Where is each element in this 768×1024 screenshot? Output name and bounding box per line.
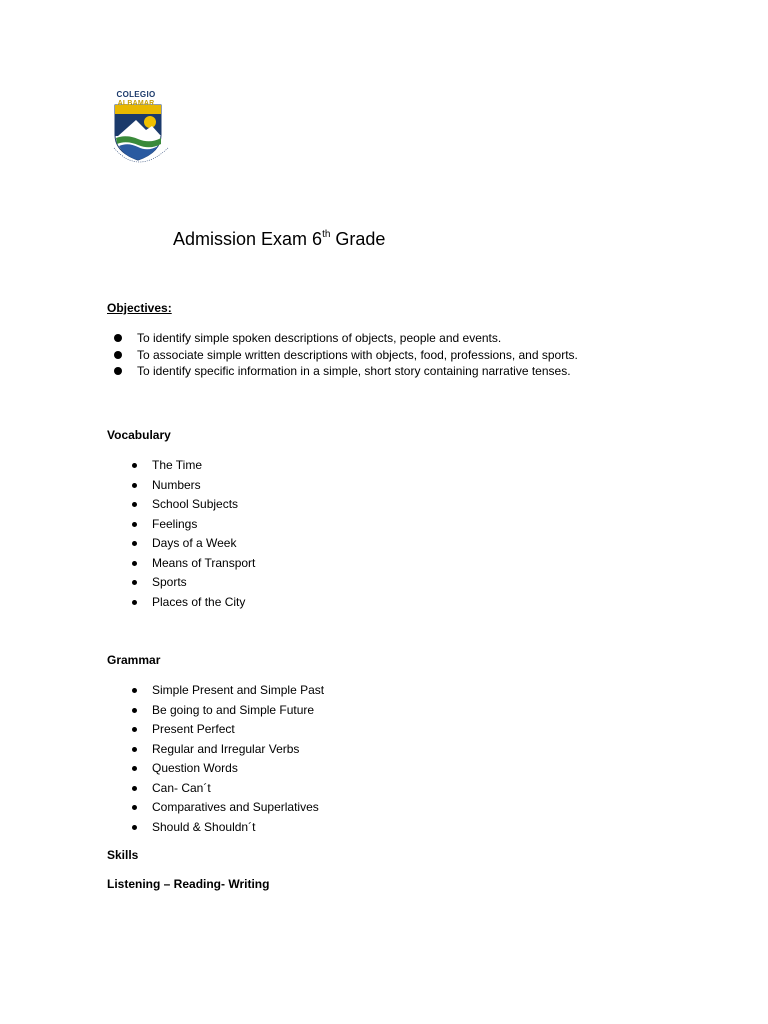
list-item: The Time <box>131 456 255 476</box>
list-item: To identify simple spoken descriptions of objects, people and events. <box>113 330 578 347</box>
title-main: Admission Exam 6 <box>173 229 323 249</box>
vocabulary-list <box>131 456 255 612</box>
list-item: Be going to and Simple Future <box>131 701 324 721</box>
page-title <box>173 229 385 250</box>
title-superscript: th <box>322 229 331 240</box>
list-item: Should & Shouldn´t <box>131 818 324 838</box>
title-rest: Grade <box>330 229 386 249</box>
list-item: Days of a Week <box>131 534 255 554</box>
school-logo <box>106 90 174 170</box>
list-item: Comparatives and Superlatives <box>131 798 324 818</box>
logo-text-albamar: ALBAMAR <box>117 100 155 107</box>
skills-list: Listening – Reading- Writing <box>107 877 270 891</box>
objectives-list <box>113 330 578 380</box>
list-item: To associate simple written descriptions with objects, food, professions, and sports. <box>113 347 578 364</box>
logo-text-colegio: COLEGIO <box>116 90 156 99</box>
list-item: Can- Can´t <box>131 779 324 799</box>
list-item: School Subjects <box>131 495 255 515</box>
list-item: Regular and Irregular Verbs <box>131 740 324 760</box>
list-item: Present Perfect <box>131 720 324 740</box>
skills-heading: Skills <box>107 848 139 862</box>
list-item: Question Words <box>131 759 324 779</box>
grammar-list <box>131 681 324 837</box>
list-item: Sports <box>131 573 255 593</box>
list-item: Places of the City <box>131 593 255 613</box>
objectives-heading: Objectives: <box>107 301 172 315</box>
vocabulary-heading: Vocabulary <box>107 428 171 442</box>
list-item: Means of Transport <box>131 554 255 574</box>
list-item: Simple Present and Simple Past <box>131 681 324 701</box>
list-item: To identify specific information in a simple, short story containing narrative tenses. <box>113 363 578 380</box>
list-item: Numbers <box>131 476 255 496</box>
list-item: Feelings <box>131 515 255 535</box>
grammar-heading: Grammar <box>107 653 161 667</box>
